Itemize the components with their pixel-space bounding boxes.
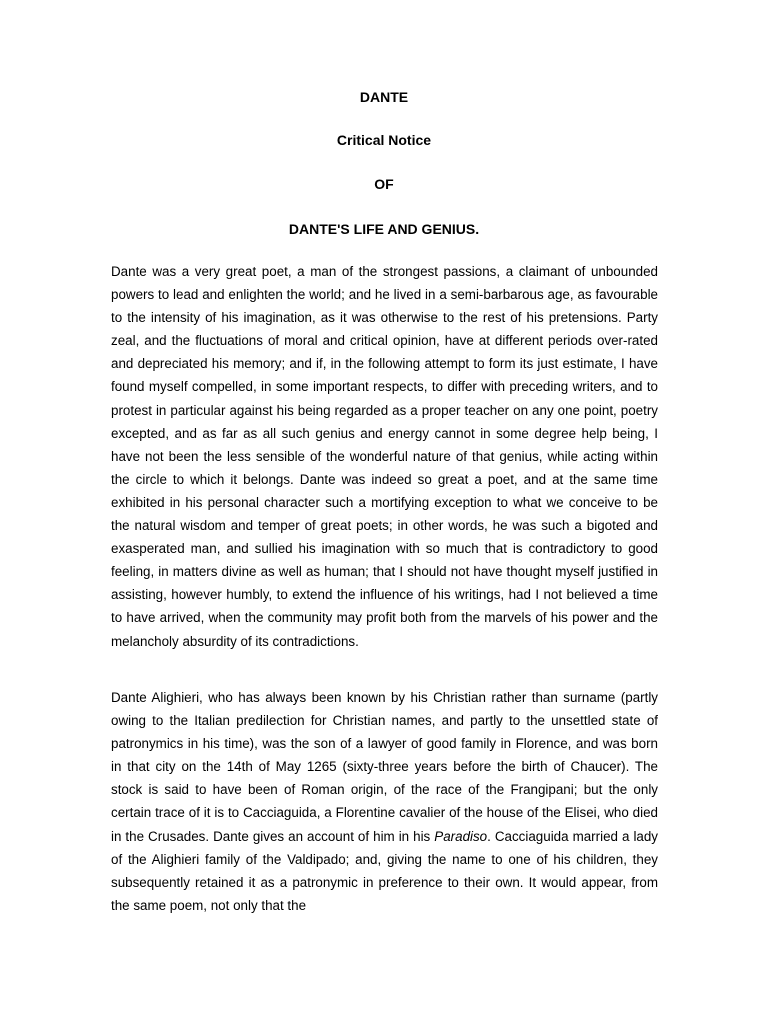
paragraph-2-italic-title: Paradiso [434,828,488,844]
document-subtitle: Critical Notice [336,132,432,148]
paragraph-1: Dante was a very great poet, a man of the strongest passions, a claimant of unbounded powers to lead and enlighten the world; and he lived in a semi-barbarous age, as favourable to the intensity of his imagination, as it was otherwise to the rest of his pretensions. Party zeal, and the fluctuations of moral and critical opinion, have at different periods over-rated and depreciated his memory; and if, in the following attempt to form its just estimate, I have found myself compelled, in some important respects, to differ with preceding writers, and to protest in particular against his being regarded as a proper teacher on any one point, poetry excepted, and as far as all such genius and energy cannot in some degree help being, I have not been the less sensible of the wonderful nature of that genius, while acting within the circle to which it belongs. Dante was indeed so great a poet, and at the same time exhibited in his personal character such a mortifying exception to what we conceive to be the natural wisdom and temper of great poets; in other words, he was such a bigoted and exasperated man, and sullied his imagination with so much that is contradictory to good feeling, in matters divine as well as human; that I should not have thought myself justified in assisting, however humbly, to extend the influence of his writings, had I not believed a time to have arrived, when the community may profit both from the marvels of his power and the melancholy absurdity of its contradictions. [111,264,658,649]
document-heading: DANTE'S LIFE AND GENIUS. [288,221,480,237]
paragraph-2 [111,686,658,917]
document-connector: OF [374,176,394,192]
paragraph-2-text-start: Dante Alighieri, who has always been known by his Christian rather than surname (partly owing to the Italian predilection for Christian names, and partly to the unsettled state of patronymics in his time), was the son of a lawyer of good family in Florence, and was born in that city on the 14th of May 1265 (sixty-three years before the birth of Chaucer). The stock is said to have been of Roman origin, of the race of the Frangipani; but the only certain trace of it is to Cacciaguida, a Florentine cavalier of the house of the Elisei, who died in the Crusades. Dante gives an account of him in his [111,690,658,844]
paragraph-2-text-end: . Cacciaguida married a lady of the Alighieri family of the Valdipado; and, giving the name to one of his children, they subsequently retained it as a patronymic in preference to their own. It would appear, from the same poem, not only that the [111,828,659,913]
document-title: DANTE [359,89,409,105]
